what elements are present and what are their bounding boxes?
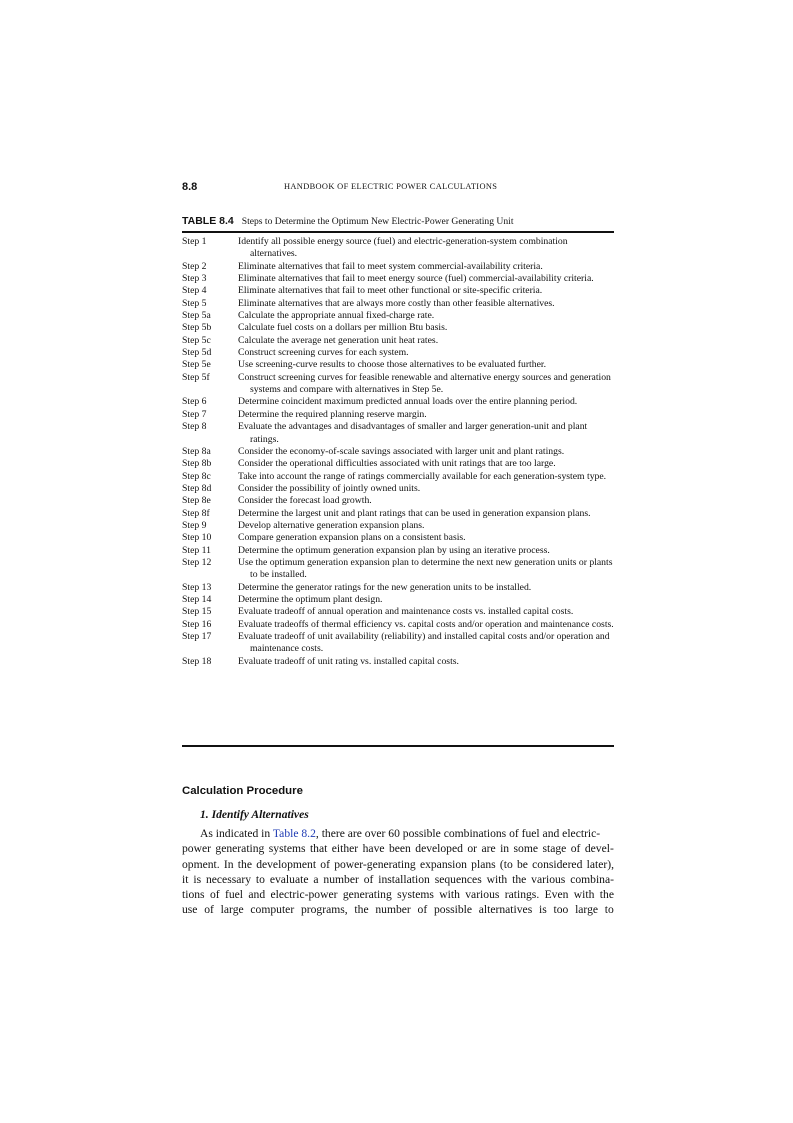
step-label: Step 14: [182, 593, 212, 605]
step-description: Develop alternative generation expansion plans.: [238, 519, 425, 531]
paragraph-first-line: As indicated in Table 8.2, there are over 60 possible combinations of fuel and electric-: [200, 827, 601, 840]
step-description: Eliminate alternatives that fail to meet energy source (fuel) commercial-availability criteria.: [238, 273, 594, 285]
paragraph-line: it is necessary to evaluate a number of installation sequences with the various combina-: [182, 872, 614, 886]
paragraph-line: [182, 826, 614, 841]
step-description: Construct screening curves for feasible renewable and alternative energy sources and generation systems and compare with alternatives in Step 5e.: [238, 371, 611, 396]
step-label: Step 8c: [182, 470, 211, 482]
step-label: Step 5f: [182, 371, 210, 383]
step-label: Step 8: [182, 421, 207, 433]
page-header: [182, 181, 614, 195]
table-row: [182, 495, 614, 507]
table-row: [182, 261, 614, 273]
table-row: [182, 582, 614, 594]
step-label: Step 7: [182, 408, 207, 420]
table-row: [182, 631, 614, 656]
step-description: Determine the optimum plant design.: [238, 593, 383, 605]
step-label: Step 2: [182, 260, 207, 272]
table-top-rule: [182, 231, 614, 233]
step-label: Step 10: [182, 532, 212, 544]
step-label: Step 11: [182, 544, 211, 556]
step-label: Step 12: [182, 556, 212, 568]
step-description: Take into account the range of ratings commercially available for each generation-system type.: [238, 470, 607, 482]
running-head: HANDBOOK OF ELECTRIC POWER CALCULATIONS: [284, 182, 498, 191]
paragraph-line: opment. In the development of power-generating expansion plans (to be considered later),: [182, 857, 614, 871]
body-paragraph: [182, 826, 614, 918]
step-description: Evaluate tradeoffs of thermal efficiency vs. capital costs and/or operation and maintenance costs.: [238, 618, 614, 630]
table-row: [182, 322, 614, 334]
step-label: Step 5b: [182, 322, 212, 334]
step-description: Consider the forecast load growth.: [238, 495, 372, 507]
step-label: Step 17: [182, 631, 212, 642]
step-label: Step 8f: [182, 507, 210, 519]
step-description: Determine the optimum generation expansion plan by using an iterative process.: [238, 544, 550, 556]
step-description: Use the optimum generation expansion plan to determine the next new generation units or plants to be installed.: [238, 556, 613, 581]
table-8-2-link[interactable]: Table 8.2: [272, 827, 316, 840]
page-number: 8.8: [182, 181, 198, 193]
section-heading: Calculation Procedure: [182, 785, 303, 797]
table-label: TABLE 8.4: [182, 215, 234, 227]
step-label: Step 1: [182, 236, 207, 247]
step-description: Determine the required planning reserve margin.: [238, 408, 427, 420]
step-description: Consider the possibility of jointly owned units.: [238, 482, 421, 494]
table-row: [182, 335, 614, 347]
table-row: [182, 483, 614, 495]
step-description: Evaluate tradeoff of unit availability (reliability) and installed capital costs and/or operation and maintenance costs.: [238, 631, 610, 655]
table-row: [182, 532, 614, 544]
step-description: Eliminate alternatives that fail to meet other functional or site-specific criteria.: [238, 285, 543, 297]
paragraph-line: power generating systems that either have been developed or are in some stage of devel-: [182, 842, 614, 856]
step-description: Determine the largest unit and plant ratings that can be used in generation expansion plans.: [238, 507, 591, 519]
step-description: Evaluate the advantages and disadvantages of smaller and larger generation-unit and plant ratings.: [238, 421, 588, 445]
step-label: Step 5d: [182, 347, 212, 359]
table-row: [182, 557, 614, 582]
table-row: [182, 372, 614, 397]
step-description: Consider the economy-of-scale savings associated with larger unit and plant ratings.: [238, 445, 565, 457]
paragraph-line: use of large computer programs, the number of possible alternatives is too large to: [182, 903, 614, 917]
step-description: Eliminate alternatives that are always more costly than other feasible alternatives.: [238, 297, 555, 309]
step-description: Identify all possible energy source (fuel) and electric-generation-system combination alternatives.: [238, 236, 568, 260]
step-description: Determine the generator ratings for the new generation units to be installed.: [238, 581, 532, 593]
table-row: [182, 606, 614, 618]
step-label: Step 13: [182, 581, 212, 593]
table-row: [182, 285, 614, 297]
step-description: Compare generation expansion plans on a consistent basis.: [238, 532, 466, 544]
table-row: [182, 446, 614, 458]
table-caption: [182, 211, 614, 229]
step-description: Consider the operational difficulties associated with unit ratings that are too large.: [238, 458, 556, 470]
step-label: Step 3: [182, 273, 207, 285]
step-label: Step 16: [182, 618, 212, 630]
step-description: Evaluate tradeoff of annual operation and maintenance costs vs. installed capital costs.: [238, 606, 574, 618]
step-description: Evaluate tradeoff of unit rating vs. installed capital costs.: [238, 655, 459, 667]
step-label: Step 5a: [182, 310, 211, 322]
step-description: Calculate fuel costs on a dollars per million Btu basis.: [238, 322, 448, 334]
step-label: Step 4: [182, 285, 207, 297]
table-row: [182, 236, 614, 261]
paragraph-line: tions of fuel and electric-power generating systems with various ratings. Even with the: [182, 888, 614, 902]
step-label: Step 8e: [182, 495, 211, 507]
table-row: [182, 396, 614, 408]
step-label: Step 8d: [182, 482, 212, 494]
step-description: Construct screening curves for each system.: [238, 347, 409, 359]
table-row: [182, 471, 614, 483]
step-description: Calculate the average net generation unit heat rates.: [238, 334, 439, 346]
table-bottom-rule: [182, 745, 614, 747]
table-row: [182, 545, 614, 557]
table-row: [182, 656, 614, 668]
step-description: Use screening-curve results to choose those alternatives to be evaluated further.: [238, 359, 547, 371]
step-description: Eliminate alternatives that fail to meet system commercial-availability criteria.: [238, 260, 543, 272]
step-label: Step 5c: [182, 334, 211, 346]
table-title: Steps to Determine the Optimum New Electric-Power Generating Unit: [241, 216, 514, 227]
step-label: Step 18: [182, 655, 212, 667]
table-row: [182, 619, 614, 631]
steps-table: [182, 236, 614, 668]
table-row: [182, 594, 614, 606]
table-row: [182, 273, 614, 285]
table-row: [182, 310, 614, 322]
table-row: [182, 298, 614, 310]
step-label: Step 5: [182, 297, 207, 309]
table-row: [182, 421, 614, 446]
step-label: Step 5e: [182, 359, 211, 371]
step-description: Determine coincident maximum predicted annual loads over the entire planning period.: [238, 396, 578, 408]
table-row: [182, 520, 614, 532]
step-label: Step 8b: [182, 458, 212, 470]
step-label: Step 6: [182, 396, 207, 408]
table-row: [182, 409, 614, 421]
step-label: Step 15: [182, 606, 212, 618]
table-row: [182, 347, 614, 359]
table-row: [182, 458, 614, 470]
step-label: Step 8a: [182, 445, 211, 457]
table-row: [182, 359, 614, 371]
step-label: Step 9: [182, 519, 207, 531]
step-description: Calculate the appropriate annual fixed-charge rate.: [238, 310, 435, 322]
subsection-heading: 1. Identify Alternatives: [200, 808, 309, 821]
table-row: [182, 508, 614, 520]
